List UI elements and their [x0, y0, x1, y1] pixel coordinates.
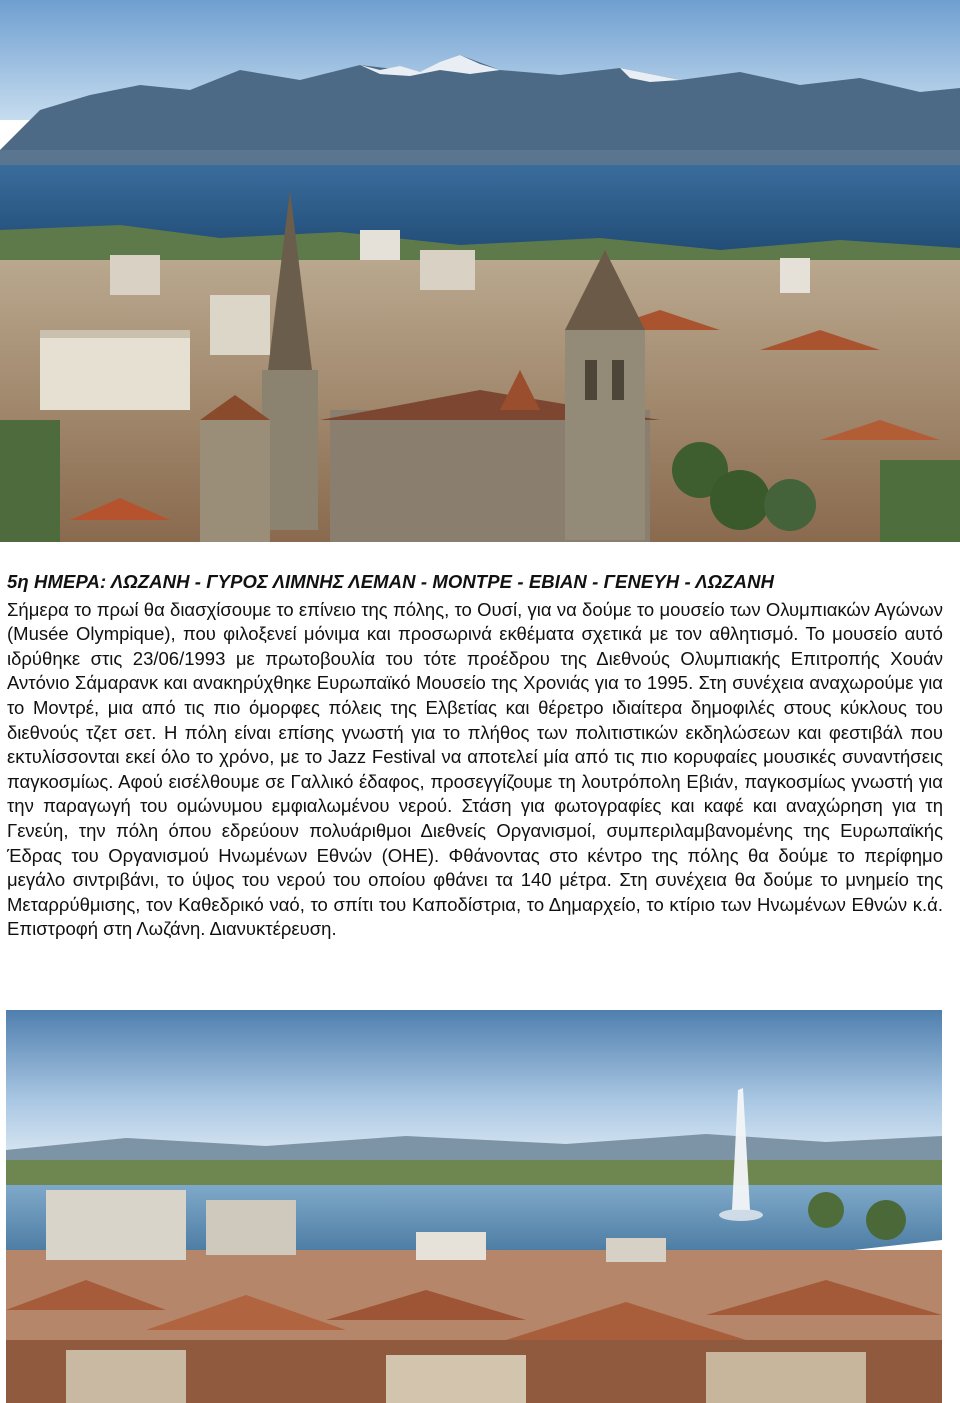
sentence: Στάση για φωτογραφίες και καφέ και αναχώρηση για τη Γενεύη, την πόλη όπου εδρεύουν πολυάριθμοι Διεθνείς Οργανισμοί, συμπεριλαμβανομένης της Ευρωπαϊκής Έδρας του Οργανισμού Ηνωμένων Εθνών (ΟΗΕ).: [7, 795, 943, 866]
sentence: Σήμερα το πρωί θα διασχίσουμε το επίνειο της πόλης, το Ουσί, για να δούμε το μουσείο των Ολυμπιακών Αγώνων (Musée Olympique), που φιλοξενεί μόνιμα και προσωρινά εκθέματα σχετικά με τον αθλητισμό.: [7, 598, 943, 645]
sentence: Στη συνέχεια θα δούμε το μνημείο της Μεταρρύθμισης, τον Καθεδρικό ναό, το σπίτι του Καποδίστρια, το Δημαρχείο, το κτίριο των Ηνωμένων Εθνών κ.ά. Επιστροφή στη Λωζάνη. Διανυκτέρευση.: [7, 869, 943, 940]
sentence: Φθάνοντας στο κέντρο της πόλης θα δούμε το περίφημο μεγάλο σιντριβάνι, το ύψος του νερού του οποίου φθάνει τα 140 μέτρα.: [7, 844, 944, 891]
lausanne-cathedral-photo: [0, 0, 960, 542]
sentence: Το μουσείο αυτό ιδρύθηκε στις 23/06/1993 με πρωτοβουλία του τότε προέδρου της Διεθνούς Ολυμπιακής Επιτροπής Χουάν Αντόνιο Σάμαρανκ και ανακηρύχθηκε Ευρωπαϊκό Μουσείο της Χρονιάς για το 1995.: [7, 623, 943, 694]
day-title: 5η ΗΜΕΡΑ: ΛΩΖΑΝΗ - ΓΥΡΟΣ ΛΙΜΝΗΣ ΛΕΜΑΝ - ΜΟΝΤΡΕ - ΕΒΙΑΝ - ΓΕΝΕΥΗ - ΛΩΖΑΝΗ: [7, 571, 775, 592]
geneva-lake-jet-photo: [6, 1010, 942, 1403]
day-description: [7, 570, 943, 942]
day-paragraph: [7, 598, 943, 942]
sentence: Αφού εισέλθουμε σε Γαλλικό έδαφος, προσεγγίζουμε τη λουτρόπολη Εβιάν, παγκοσμίως γνωστή για την παραγωγή του ομώνυμου εμφιαλωμένου νερού.: [7, 770, 943, 817]
geneva-panorama-illustration: [6, 1010, 942, 1403]
lausanne-cathedral-illustration: [0, 0, 960, 542]
sentence: Η πόλη είναι επίσης γνωστή για το πλήθος των πολιτιστικών εκδηλώσεων και φεστιβάλ που εκτυλίσσονται εκεί όλο το χρόνο, με το Jazz Festival να αποτελεί μία από τις πιο κορυφαίες μουσικές συναντήσεις παγκοσμίως.: [7, 721, 944, 792]
sentence: Στη συνέχεια αναχωρούμε για το Μοντρέ, μια από τις πιο όμορφες πόλεις της Ελβετίας και θέρετρο ιδιαίτερα δημοφιλές στους κύκλους του διεθνούς τζετ σετ.: [7, 672, 944, 743]
